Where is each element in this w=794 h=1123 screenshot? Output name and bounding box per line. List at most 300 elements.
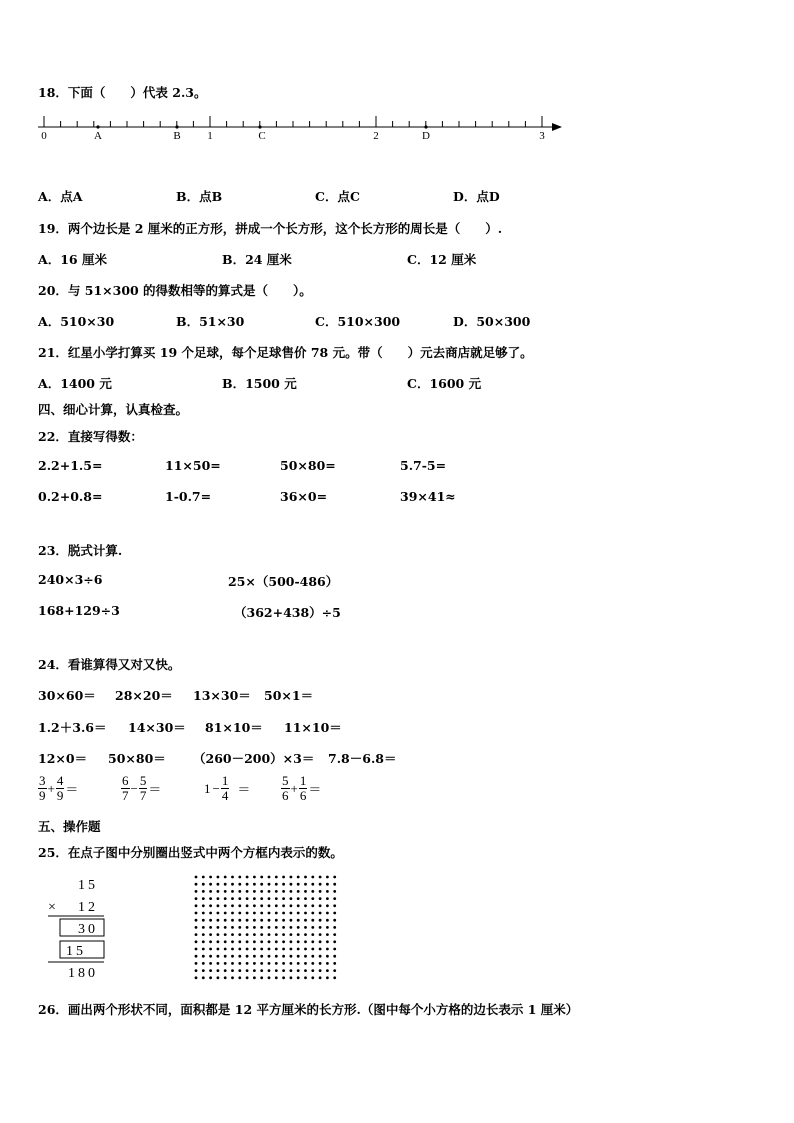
grid-dot	[231, 904, 234, 907]
point-c-dot	[258, 125, 261, 128]
grid-dot	[333, 933, 336, 936]
grid-dot	[304, 926, 307, 929]
calc-item: 11×50=	[165, 458, 221, 473]
grid-dot	[217, 962, 220, 965]
grid-dot	[202, 948, 205, 951]
q20-option-b[interactable]: B．51×30	[176, 314, 245, 329]
grid-dot	[311, 926, 314, 929]
grid-dot	[209, 976, 212, 979]
q24-stem: 24．看谁算得又对又快。	[38, 657, 181, 672]
grid-dot	[311, 890, 314, 893]
grid-dot	[282, 926, 285, 929]
grid-dot	[275, 976, 278, 979]
point-d-dot	[424, 125, 427, 128]
grid-dot	[282, 904, 285, 907]
grid-dot	[275, 890, 278, 893]
calc-item: （362+438）÷5	[234, 605, 341, 620]
grid-dot	[195, 955, 198, 958]
grid-dot	[297, 940, 300, 943]
q20-option-c[interactable]: C．510×300	[315, 314, 401, 329]
grid-dot	[217, 969, 220, 972]
grid-dot	[333, 962, 336, 965]
tick-label-2: 2	[373, 130, 379, 142]
grid-dot	[231, 876, 234, 879]
point-label-c: C	[258, 130, 266, 142]
grid-dot	[319, 883, 322, 886]
grid-dot	[209, 940, 212, 943]
grid-dot	[209, 904, 212, 907]
grid-dot	[326, 933, 329, 936]
grid-dot	[282, 876, 285, 879]
grid-dot	[333, 926, 336, 929]
grid-dot	[224, 883, 227, 886]
grid-dot	[253, 962, 256, 965]
grid-dot	[268, 883, 271, 886]
grid-dot	[224, 876, 227, 879]
q18-option-b[interactable]: B．点B	[176, 189, 223, 204]
grid-dot	[319, 890, 322, 893]
grid-dot	[311, 969, 314, 972]
grid-dot	[231, 912, 234, 915]
grid-dot	[304, 876, 307, 879]
grid-dot	[319, 876, 322, 879]
calc-item: （260－200）×3＝	[193, 751, 315, 766]
grid-dot	[304, 955, 307, 958]
grid-dot	[275, 933, 278, 936]
calc-item: 81×10＝	[205, 720, 263, 735]
grid-dot	[333, 897, 336, 900]
grid-dot	[297, 976, 300, 979]
fraction: $\frac{4}{9}$	[56, 773, 64, 803]
calc-item: 50×80=	[280, 458, 336, 473]
fraction-expr-1: $\frac{3}{9}$ + $\frac{4}{9}$ ＝	[39, 773, 79, 803]
calc-item: 50×1＝	[264, 688, 314, 703]
q19-option-c[interactable]: C．12 厘米	[407, 252, 477, 267]
grid-dot	[319, 948, 322, 951]
grid-dot	[268, 933, 271, 936]
partial-product-2: 15	[66, 944, 86, 959]
grid-dot	[290, 976, 293, 979]
grid-dot	[268, 876, 271, 879]
grid-dot	[253, 976, 256, 979]
grid-dot	[290, 919, 293, 922]
grid-dot	[260, 969, 263, 972]
grid-dot	[246, 948, 249, 951]
number-line	[0, 108, 794, 148]
grid-dot	[231, 933, 234, 936]
grid-dot	[319, 969, 322, 972]
grid-dot	[246, 897, 249, 900]
grid-dot	[253, 890, 256, 893]
grid-dot	[282, 955, 285, 958]
grid-dot	[282, 969, 285, 972]
fraction-expr-2: $\frac{6}{7}$ − $\frac{5}{7}$ ＝	[122, 773, 162, 803]
grid-dot	[202, 904, 205, 907]
grid-dot	[231, 969, 234, 972]
grid-dot	[231, 926, 234, 929]
grid-dot	[209, 876, 212, 879]
grid-dot	[238, 940, 241, 943]
grid-dot	[238, 890, 241, 893]
calc-item: 1.2＋3.6＝	[38, 720, 107, 735]
grid-dot	[282, 976, 285, 979]
grid-dot	[224, 948, 227, 951]
multiplicand: 15	[78, 878, 98, 893]
grid-dot	[326, 897, 329, 900]
grid-dot	[209, 919, 212, 922]
tick-label-3: 3	[539, 130, 545, 142]
grid-dot	[297, 948, 300, 951]
grid-dot	[238, 912, 241, 915]
calc-item: 39×41≈	[400, 489, 456, 504]
grid-dot	[282, 962, 285, 965]
grid-dot	[260, 948, 263, 951]
grid-dot	[238, 897, 241, 900]
grid-dot	[297, 933, 300, 936]
grid-dot	[217, 940, 220, 943]
grid-dot	[231, 962, 234, 965]
grid-dot	[238, 955, 241, 958]
grid-dot	[209, 890, 212, 893]
tick-label-0: 0	[41, 130, 47, 142]
grid-dot	[195, 912, 198, 915]
grid-dot	[290, 926, 293, 929]
grid-dot	[209, 933, 212, 936]
grid-dot	[253, 876, 256, 879]
grid-dot	[231, 883, 234, 886]
grid-dot	[224, 933, 227, 936]
grid-dot	[304, 912, 307, 915]
grid-dot	[246, 904, 249, 907]
grid-dot	[319, 912, 322, 915]
grid-dot	[238, 904, 241, 907]
grid-dot	[195, 969, 198, 972]
fraction: $\frac{1}{4}$	[221, 773, 229, 803]
grid-dot	[217, 933, 220, 936]
grid-dot	[209, 948, 212, 951]
grid-dot	[275, 883, 278, 886]
grid-dot	[224, 926, 227, 929]
grid-dot	[217, 919, 220, 922]
grid-dot	[282, 919, 285, 922]
grid-dot	[326, 904, 329, 907]
fraction: $\frac{6}{7}$	[122, 773, 129, 803]
grid-dot	[246, 890, 249, 893]
grid-dot	[275, 962, 278, 965]
grid-dot	[275, 926, 278, 929]
grid-dot	[304, 883, 307, 886]
number-line-arrow-icon	[552, 123, 562, 131]
q22-stem: 22．直接写得数：	[38, 429, 143, 444]
grid-dot	[253, 940, 256, 943]
grid-dot	[275, 912, 278, 915]
point-label-d: D	[422, 130, 430, 142]
grid-dot	[217, 904, 220, 907]
q21-option-c[interactable]: C．1600 元	[407, 376, 482, 391]
grid-dot	[297, 897, 300, 900]
grid-dot	[326, 890, 329, 893]
grid-dot	[260, 904, 263, 907]
grid-dot	[253, 904, 256, 907]
grid-dot	[304, 969, 307, 972]
grid-dot	[311, 948, 314, 951]
q18-option-a[interactable]: A．点A	[38, 189, 83, 204]
grid-dot	[268, 897, 271, 900]
grid-dot	[333, 919, 336, 922]
grid-dot	[268, 940, 271, 943]
grid-dot	[224, 962, 227, 965]
q18-option-c[interactable]: C．点C	[315, 189, 360, 204]
grid-dot	[275, 919, 278, 922]
grid-dot	[304, 948, 307, 951]
grid-dot	[202, 912, 205, 915]
grid-dot	[260, 962, 263, 965]
grid-dot	[224, 912, 227, 915]
grid-dot	[319, 919, 322, 922]
grid-dot	[275, 897, 278, 900]
grid-dot	[304, 890, 307, 893]
grid-dot	[326, 955, 329, 958]
fraction-expr-4: $\frac{5}{6}$ + $\frac{1}{6}$ ＝	[282, 773, 322, 803]
grid-dot	[202, 940, 205, 943]
grid-dot	[209, 897, 212, 900]
grid-dot	[246, 976, 249, 979]
grid-dot	[333, 948, 336, 951]
grid-dot	[224, 955, 227, 958]
grid-dot	[311, 955, 314, 958]
calc-item: 168+129÷3	[38, 603, 120, 618]
grid-dot	[202, 897, 205, 900]
fraction: $\frac{1}{6}$	[299, 773, 307, 803]
grid-dot	[253, 897, 256, 900]
grid-dot	[311, 976, 314, 979]
vertical-multiplication	[40, 872, 120, 982]
fraction: $\frac{5}{7}$	[139, 773, 147, 803]
grid-dot	[290, 955, 293, 958]
grid-dot	[202, 919, 205, 922]
grid-dot	[297, 876, 300, 879]
grid-dot	[311, 933, 314, 936]
grid-dot	[195, 890, 198, 893]
grid-dot	[217, 897, 220, 900]
grid-dot	[275, 969, 278, 972]
fraction-expr-3: 1 − $\frac{1}{4}$ ＝	[204, 773, 251, 803]
grid-dot	[260, 897, 263, 900]
grid-dot	[282, 933, 285, 936]
grid-dot	[246, 940, 249, 943]
grid-dot	[260, 912, 263, 915]
grid-dot	[231, 948, 234, 951]
grid-dot	[319, 904, 322, 907]
grid-dot	[195, 962, 198, 965]
grid-dot	[231, 955, 234, 958]
calc-item: 12×0＝	[38, 751, 88, 766]
grid-dot	[209, 883, 212, 886]
tick-label-1: 1	[207, 130, 213, 142]
calc-item: 7.8－6.8＝	[328, 751, 397, 766]
grid-dot	[319, 962, 322, 965]
grid-dot	[217, 976, 220, 979]
grid-dot	[326, 926, 329, 929]
q20-option-d[interactable]: D．50×300	[453, 314, 531, 329]
grid-dot	[311, 940, 314, 943]
point-label-a: A	[94, 130, 102, 142]
grid-dot	[290, 912, 293, 915]
grid-dot	[297, 883, 300, 886]
grid-dot	[224, 976, 227, 979]
grid-dot	[282, 940, 285, 943]
grid-dot	[268, 926, 271, 929]
grid-dot	[238, 962, 241, 965]
grid-dot	[209, 912, 212, 915]
grid-dot	[209, 962, 212, 965]
grid-dot	[231, 897, 234, 900]
grid-dot	[297, 919, 300, 922]
grid-dot	[319, 976, 322, 979]
grid-dot	[202, 926, 205, 929]
grid-dot	[268, 912, 271, 915]
grid-dot	[224, 940, 227, 943]
q21-stem: 21．红星小学打算买 19 个足球，每个足球售价 78 元。带（ ）元去商店就足够了。	[38, 345, 533, 360]
grid-dot	[268, 919, 271, 922]
calc-item: 50×80＝	[108, 751, 166, 766]
grid-dot	[246, 919, 249, 922]
calc-item: 5.7-5=	[400, 458, 447, 473]
grid-dot	[311, 876, 314, 879]
q21-option-b[interactable]: B．1500 元	[222, 376, 297, 391]
grid-dot	[319, 926, 322, 929]
grid-dot	[202, 969, 205, 972]
grid-dot	[260, 919, 263, 922]
grid-dot	[260, 890, 263, 893]
grid-dot	[290, 876, 293, 879]
grid-dot	[231, 976, 234, 979]
grid-dot	[238, 883, 241, 886]
grid-dot	[231, 890, 234, 893]
grid-dot	[231, 940, 234, 943]
grid-dot	[253, 919, 256, 922]
grid-dot	[217, 876, 220, 879]
grid-dot	[195, 940, 198, 943]
grid-dot	[326, 876, 329, 879]
grid-dot	[326, 940, 329, 943]
grid-dot	[238, 919, 241, 922]
q19-option-a[interactable]: A．16 厘米	[38, 252, 107, 267]
dot-grid[interactable]	[192, 873, 342, 985]
grid-dot	[275, 940, 278, 943]
q19-option-b[interactable]: B．24 厘米	[222, 252, 292, 267]
calc-item: 11×10＝	[284, 720, 342, 735]
grid-dot	[195, 976, 198, 979]
grid-dot	[319, 897, 322, 900]
grid-dot	[217, 883, 220, 886]
grid-dot	[202, 976, 205, 979]
grid-dot	[304, 962, 307, 965]
grid-dot	[290, 969, 293, 972]
q18-option-d[interactable]: D．点D	[453, 189, 500, 204]
grid-dot	[333, 890, 336, 893]
section-5-heading: 五、操作题	[38, 819, 101, 834]
grid-dot	[275, 904, 278, 907]
grid-dot	[268, 962, 271, 965]
point-label-b: B	[173, 130, 181, 142]
grid-dot	[333, 883, 336, 886]
grid-dot	[268, 976, 271, 979]
grid-dot	[297, 912, 300, 915]
grid-dot	[290, 948, 293, 951]
product: 180	[68, 966, 98, 981]
grid-dot	[217, 890, 220, 893]
grid-dot	[268, 948, 271, 951]
grid-dot	[297, 926, 300, 929]
partial-product-1: 30	[78, 922, 98, 937]
grid-dot	[202, 876, 205, 879]
grid-dot	[246, 933, 249, 936]
grid-dot	[195, 904, 198, 907]
grid-dot	[275, 955, 278, 958]
grid-dot	[275, 876, 278, 879]
calc-item: 30×60＝	[38, 688, 96, 703]
calc-item: 14×30＝	[128, 720, 186, 735]
grid-dot	[260, 976, 263, 979]
calc-item: 28×20＝	[115, 688, 173, 703]
grid-dot	[253, 883, 256, 886]
grid-dot	[260, 955, 263, 958]
grid-dot	[195, 926, 198, 929]
grid-dot	[297, 962, 300, 965]
q19-stem: 19．两个边长是 2 厘米的正方形，拼成一个长方形，这个长方形的周长是（ ）.	[38, 221, 503, 236]
grid-dot	[326, 883, 329, 886]
grid-dot	[238, 876, 241, 879]
calc-item: 36×0=	[280, 489, 328, 504]
grid-dot	[253, 912, 256, 915]
grid-dot	[260, 926, 263, 929]
grid-dot	[290, 897, 293, 900]
grid-dot	[202, 955, 205, 958]
grid-dot	[304, 933, 307, 936]
grid-dot	[326, 962, 329, 965]
q20-option-a[interactable]: A．510×30	[38, 314, 115, 329]
grid-dot	[209, 926, 212, 929]
calc-item: 2.2+1.5=	[38, 458, 103, 473]
grid-dot	[319, 940, 322, 943]
grid-dot	[224, 904, 227, 907]
grid-dot	[195, 876, 198, 879]
q25-stem: 25．在点子图中分别圈出竖式中两个方框内表示的数。	[38, 845, 343, 860]
grid-dot	[333, 904, 336, 907]
q21-option-a[interactable]: A．1400 元	[38, 376, 112, 391]
grid-dot	[319, 955, 322, 958]
grid-dot	[246, 912, 249, 915]
grid-dot	[217, 955, 220, 958]
grid-dot	[209, 955, 212, 958]
grid-dot	[253, 969, 256, 972]
grid-dot	[231, 919, 234, 922]
grid-dot	[253, 926, 256, 929]
grid-dot	[202, 933, 205, 936]
grid-dot	[304, 940, 307, 943]
grid-dot	[246, 955, 249, 958]
fraction: $\frac{5}{6}$	[282, 773, 289, 803]
grid-dot	[246, 969, 249, 972]
grid-dot	[326, 912, 329, 915]
grid-dot	[333, 969, 336, 972]
grid-dot	[195, 933, 198, 936]
grid-dot	[290, 883, 293, 886]
calc-item: 0.2+0.8=	[38, 489, 103, 504]
q26-stem: 26．画出两个形状不同，面积都是 12 平方厘米的长方形.（图中每个小方格的边长表示 1 厘米）	[38, 1002, 579, 1017]
grid-dot	[224, 897, 227, 900]
